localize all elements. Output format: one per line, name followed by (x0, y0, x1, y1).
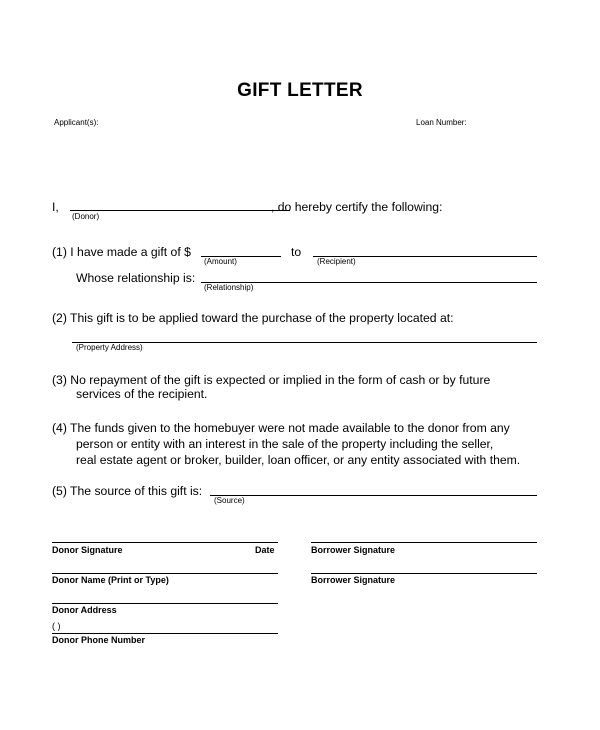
borrower-signature-label-1: Borrower Signature (311, 545, 396, 555)
applicants-label: Applicant(s): (54, 118, 99, 127)
relationship-label: Whose relationship is: (76, 271, 196, 285)
donor-phone-label: Donor Phone Number (52, 635, 146, 645)
address-sublabel: (Property Address) (76, 343, 143, 352)
donor-signature-line[interactable] (52, 542, 278, 543)
donor-sublabel: (Donor) (72, 212, 100, 221)
loan-number-label: Loan Number: (416, 118, 467, 127)
item3-line2: services of the recipient. (76, 387, 208, 401)
amount-sublabel: (Amount) (204, 257, 237, 266)
item1-text: (1) I have made a gift of $ (52, 245, 191, 259)
item5-text: (5) The source of this gift is: (52, 484, 203, 498)
borrower-signature-line-2[interactable] (311, 573, 537, 574)
item4-line3: real estate agent or broker, builder, loan officer, or any entity associated with them. (76, 453, 521, 467)
source-sublabel: (Source) (214, 496, 245, 505)
borrower-signature-line-1[interactable] (311, 542, 537, 543)
item4-line2: person or entity with an interest in the sale of the property including the seller, (76, 437, 494, 451)
donor-name-line[interactable] (52, 573, 278, 574)
borrower-signature-label-2: Borrower Signature (311, 575, 396, 585)
donor-address-line[interactable] (52, 603, 278, 604)
to-label: to (291, 245, 302, 259)
donor-field-line[interactable] (70, 210, 290, 211)
certify-prefix: I, (52, 200, 59, 214)
item3-line1: (3) No repayment of the gift is expected or implied in the form of cash or by future (52, 373, 491, 387)
relationship-sublabel: (Relationship) (204, 283, 254, 292)
donor-name-label: Donor Name (Print or Type) (52, 575, 169, 585)
donor-signature-label: Donor Signature (52, 545, 123, 555)
page-title: GIFT LETTER (237, 80, 363, 101)
source-field-line[interactable] (210, 495, 537, 496)
recipient-sublabel: (Recipient) (317, 257, 356, 266)
date-label: Date (255, 545, 275, 555)
phone-area-code: ( ) (52, 621, 61, 631)
donor-address-label: Donor Address (52, 605, 117, 615)
item2-text: (2) This gift is to be applied toward the purchase of the property located at: (52, 311, 454, 325)
item4-line1: (4) The funds given to the homebuyer were not made available to the donor from any (52, 421, 510, 435)
donor-phone-line[interactable] (52, 633, 278, 634)
certify-suffix: , do hereby certify the following: (271, 200, 443, 214)
